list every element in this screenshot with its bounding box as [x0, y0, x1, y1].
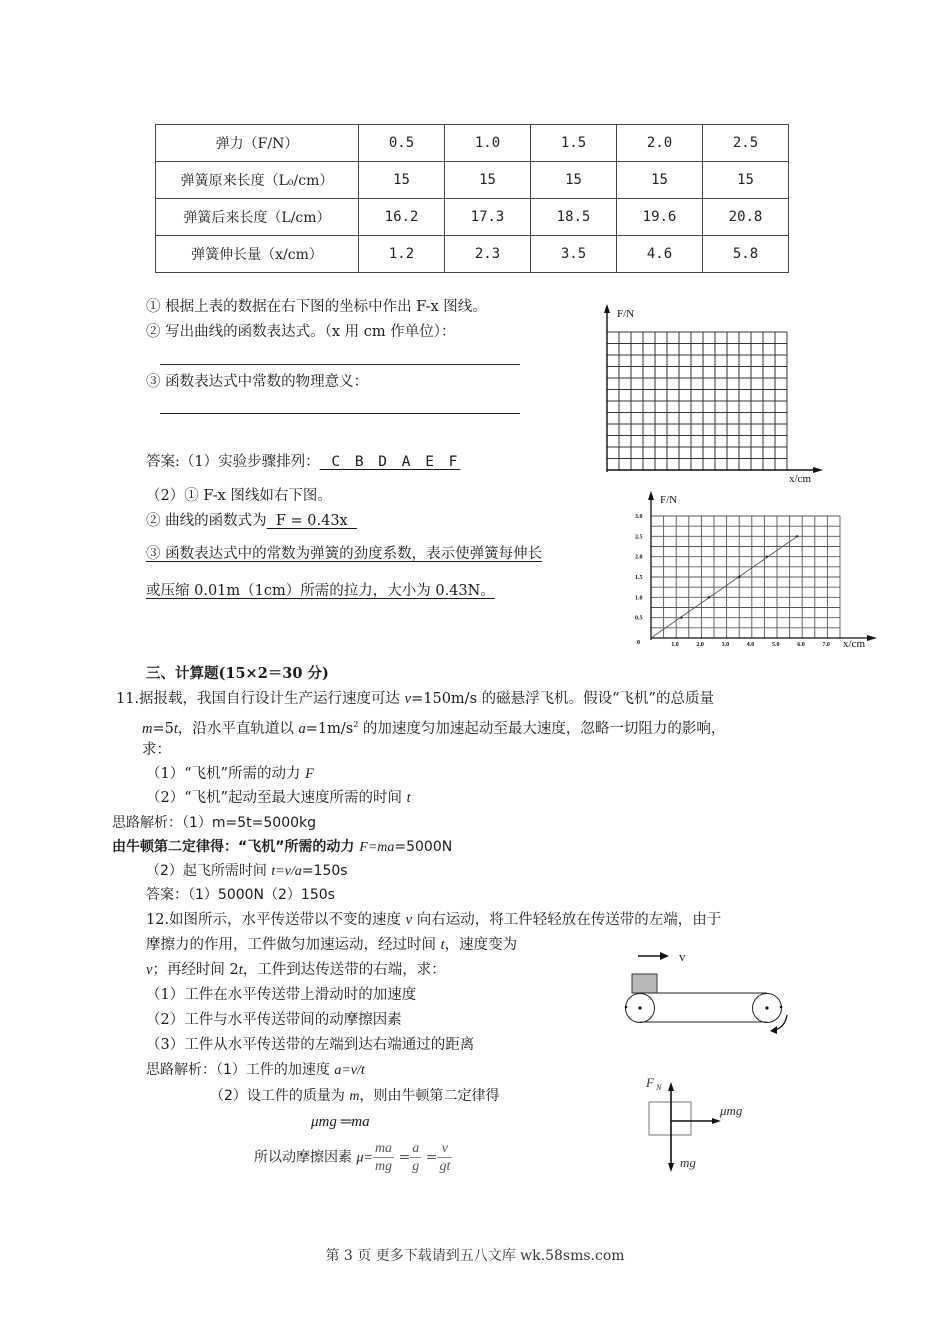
row-label: 弹簧原来长度（L₀/cm） — [156, 162, 359, 199]
table-cell: 0.5 — [359, 125, 445, 162]
answer-2-1: （2）① F-x 图线如右下图。 — [146, 488, 332, 504]
answer-2-2-label: ② 曲线的函数式为 — [146, 513, 267, 529]
problem-11-line1: 11.据报载，我国自行设计生产运行速度可达 v=150m/s 的磁悬浮飞机。假设“飞机”的总质量 — [116, 691, 714, 707]
table-cell: 15 — [359, 162, 445, 199]
data-point — [796, 535, 798, 537]
table-cell: 18.5 — [531, 199, 617, 236]
answer-blank-1 — [160, 364, 520, 365]
table-cell: 16.2 — [359, 199, 445, 236]
friction-arrow-icon — [712, 1118, 721, 1124]
y-tick-label: 2.0 — [635, 554, 643, 561]
table-cell: 15 — [445, 162, 531, 199]
problem-11-answer: 答案：（1）5000N（2）150s — [146, 887, 335, 903]
table-row — [156, 162, 789, 199]
data-point — [708, 596, 710, 598]
velocity-arrow-icon — [660, 952, 669, 960]
svg-text:μmg: μmg — [720, 1103, 743, 1118]
chart-x-label: x/cm — [843, 638, 865, 650]
problem-11-sub2: （2）“飞机”起动至最大速度所需的时间 t — [146, 790, 411, 806]
x-tick-label: 1.0 — [671, 642, 679, 648]
table-row — [156, 236, 789, 273]
answer-fx-chart — [625, 485, 880, 657]
blank-y-label: F/N — [617, 308, 635, 320]
problem-12-sub3: （3）工件从水平传送带的左端到达右端通过的距离 — [146, 1037, 475, 1053]
answer-2-3-line2: 或压缩 0.01m（1cm）所需的拉力，大小为 0.43N。 — [146, 583, 495, 599]
table-cell: 3.5 — [531, 236, 617, 273]
x-tick-label: 7.0 — [822, 642, 830, 648]
x-tick-label: 5.0 — [772, 642, 780, 648]
row-label: 弹力（F/N） — [156, 125, 359, 162]
answer-step-value: C B D A E F — [319, 454, 461, 470]
problem-11-sol2: 由牛顿第二定律得：“飞机”所需的动力 F=ma=5000N — [112, 839, 453, 855]
body-box — [649, 1102, 691, 1135]
x-tick-label: 3.0 — [721, 642, 730, 648]
problem-12-sub1: （1）工件在水平传送带上滑动时的加速度 — [146, 987, 417, 1003]
section-3-title: 三、计算题(15×2＝30 分) — [146, 665, 329, 682]
table-cell: 1.0 — [445, 125, 531, 162]
row-label: 弹簧伸长量（x/cm） — [156, 236, 359, 273]
problem-11-sol3: （2）起飞所需时间 t=v/a=150s — [146, 863, 348, 879]
answer-step-label: 答案:（1）实验步骤排列： — [146, 454, 320, 470]
row-label: 弹簧后来长度（L/cm） — [156, 199, 359, 236]
table-cell: 1.5 — [531, 125, 617, 162]
problem-12-line3: v；再经时间 2t，工件到达传送带的右端，求： — [146, 962, 446, 978]
normal-force-arrow-icon — [668, 1082, 674, 1091]
table-cell: 2.5 — [703, 125, 789, 162]
y-axis-arrow-icon — [604, 304, 610, 313]
chart-origin-label: 0 — [637, 640, 640, 646]
table-cell: 1.2 — [359, 236, 445, 273]
svg-text:F: F — [646, 1075, 654, 1090]
table-cell: 15 — [617, 162, 703, 199]
y-tick-label: 0.5 — [635, 615, 643, 622]
answer-step-order — [146, 452, 460, 472]
question-3: ③ 函数表达式中常数的物理意义： — [146, 374, 369, 390]
question-2: ② 写出曲线的函数表达式。（x 用 cm 作单位）： — [146, 324, 456, 340]
problem-11-sub1: （1）“飞机”所需的动力 F — [146, 766, 315, 782]
blank-x-label: x/cm — [789, 473, 811, 485]
conveyor-belt-diagram — [615, 945, 805, 1035]
y-tick-label: 1.0 — [635, 595, 643, 602]
problem-12-line2: 摩擦力的作用，工件做匀加速运动，经过时间 t，速度变为 — [146, 937, 518, 953]
x-tick-label: 2.0 — [696, 642, 704, 648]
table-cell: 2.0 — [617, 125, 703, 162]
problem-11-sol1: 思路解析：（1）m=5t=5000kg — [112, 815, 317, 831]
blank-fx-grid — [595, 300, 835, 485]
question-1: ① 根据上表的数据在右下图的坐标中作出 F-x 图线。 — [146, 299, 487, 315]
y-tick-label: 1.5 — [635, 575, 643, 581]
problem-12-sol1: 思路解析：（1）工件的加速度 a=v/t — [146, 1062, 365, 1078]
svg-text:N: N — [656, 1083, 662, 1092]
table-cell: 4.6 — [617, 236, 703, 273]
problem-12-sol3: μmg ═ma — [311, 1114, 370, 1130]
fraction-a-g: $\frac{a}{g}$ — [412, 1141, 420, 1174]
table-cell: 2.3 — [445, 236, 531, 273]
x-tick-label: 4.0 — [746, 642, 755, 648]
y-axis-arrow-icon — [648, 491, 654, 500]
y-tick-label: 3.0 — [635, 514, 643, 520]
table-cell: 17.3 — [445, 199, 531, 236]
answer-2-2 — [146, 511, 357, 531]
workpiece-block — [632, 974, 657, 993]
table-cell: 20.8 — [703, 199, 789, 236]
data-point — [738, 576, 740, 578]
problem-11-line3: 求： — [142, 742, 171, 758]
answer-blank-2 — [160, 413, 520, 414]
table-cell: 5.8 — [703, 236, 789, 273]
svg-text:v: v — [679, 949, 686, 964]
table-cell: 19.6 — [617, 199, 703, 236]
answer-2-3-line1: ③ 函数表达式中的常数为弹簧的劲度系数，表示使弹簧每伸长 — [146, 546, 543, 562]
problem-12-sol2: （2）设工件的质量为 m，则由牛顿第二定律得 — [210, 1088, 500, 1104]
table-cell: 15 — [703, 162, 789, 199]
page-footer: 第 3 页 更多下载请到五八文库 wk.58sms.com — [325, 1248, 625, 1264]
gravity-arrow-icon — [668, 1163, 674, 1172]
answer-function-value: F = 0.43x — [266, 513, 357, 529]
svg-text:mg: mg — [680, 1155, 696, 1170]
spring-data-table — [155, 124, 789, 273]
table-row — [156, 199, 789, 236]
x-axis-arrow-icon — [867, 635, 877, 641]
chart-y-label: F/N — [660, 494, 678, 506]
y-tick-label: 2.5 — [635, 534, 643, 541]
problem-12-sub2: （2）工件与水平传送带间的动摩擦因素 — [146, 1012, 402, 1028]
x-axis-arrow-icon — [813, 467, 823, 473]
x-tick-label: 6.0 — [797, 642, 805, 648]
data-point — [766, 555, 768, 557]
fraction-v-gt: $\frac{v}{gt}$ — [439, 1141, 451, 1174]
free-body-diagram — [630, 1070, 770, 1180]
data-point — [680, 616, 682, 618]
table-row — [156, 125, 789, 162]
problem-12-sol4: 所以动摩擦因素 μ= $\frac{ma}{mg}$ = $\frac{a}{g}$ = $\frac{v}{gt}$ — [254, 1141, 451, 1174]
fraction-ma-mg: $\frac{ma}{mg}$ — [374, 1141, 393, 1174]
problem-11-line2: m=5t，沿水平直轨道以 $a=1m/s^2$ 的加速度匀加速起动至最大速度，忽略一切阻力的影响， — [142, 720, 726, 737]
table-cell: 15 — [531, 162, 617, 199]
problem-12-line1: 12.如图所示，水平传送带以不变的速度 v 向右运动，将工件轻轻放在传送带的左端，由于 — [146, 912, 722, 928]
